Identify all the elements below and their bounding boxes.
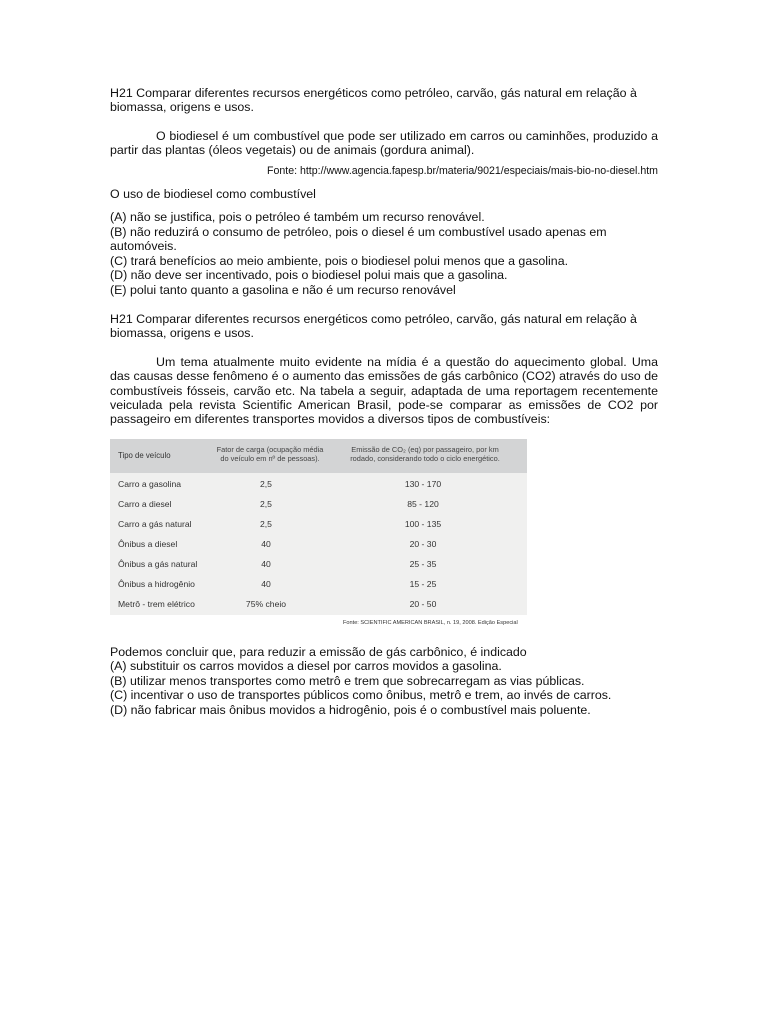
table-row-7-emission: 20 - 50 <box>409 599 437 609</box>
q1-stem: O uso de biodiesel como combustível <box>110 187 316 202</box>
q1-option-d: (D) não deve ser incentivado, pois o biodiesel polui mais que a gasolina. <box>110 268 508 283</box>
q1-source: Fonte: http://www.agencia.fapesp.br/materia/9021/especiais/mais-bio-no-diesel.htm <box>267 164 658 177</box>
q1-skill-text: H21 Comparar diferentes recursos energéticos como petróleo, carvão, gás natural em relação à biomassa, origens e usos. <box>110 86 637 115</box>
table-row-4-load: 40 <box>261 539 271 549</box>
q2-option-d: (D) não fabricar mais ônibus movidos a hidrogênio, pois é o combustível mais poluente. <box>110 702 591 717</box>
table-row-2-load: 2,5 <box>260 499 272 509</box>
q1-paragraph: O biodiesel é um combustível que pode ser utilizado em carros ou caminhões, produzido a partir das plantas (óleos vegetais) ou de animais (gordura animal). <box>110 128 658 158</box>
table-row-5-emission: 25 - 35 <box>409 559 437 569</box>
table-row-1-type: Carro a gasolina <box>118 479 182 489</box>
emissions-table <box>110 439 527 615</box>
table-header-vehicle: Tipo de veículo <box>118 451 171 460</box>
q2-stem: Podemos concluir que, para reduzir a emissão de gás carbônico, é indicado <box>110 645 527 659</box>
table-row-3-type: Carro a gás natural <box>118 519 192 529</box>
table-row-6-type: Ônibus a hidrogênio <box>118 579 195 589</box>
table-source: Fonte: SCIENTIFIC AMERICAN BRASIL, n. 19, 2008. Edição Especial <box>343 620 518 626</box>
table-row-4-type: Ônibus a diesel <box>118 539 178 549</box>
q2-skill-text: H21 Comparar diferentes recursos energéticos como petróleo, carvão, gás natural em relação à biomassa, origens e usos. <box>110 311 637 341</box>
q2-paragraph: Um tema atualmente muito evidente na mídia é a questão do aquecimento global. Uma das causas desse fenômeno é o aumento das emissões de gás carbônico (CO2) através do uso de combustíveis fósseis, carvão etc. Na tabela a seguir, adaptada de uma reportagem recentemente veiculada pela revista Scientific American Brasil, pode-se comparar as emissões de CO2 por passageiro em diferentes transportes movidos a diversos tipos de combustíveis: <box>110 354 658 427</box>
table-row-6-emission: 15 - 25 <box>409 579 437 589</box>
table-row-3-emission: 100 - 135 <box>404 519 442 529</box>
table-row-6-load: 40 <box>261 579 271 589</box>
table-row-1-load: 2,5 <box>260 479 272 489</box>
q1-option-e: (E) polui tanto quanto a gasolina e não é um recurso renovável <box>110 283 456 298</box>
table-header-load: Fator de carga (ocupação média do veículo em nº de pessoas). <box>216 445 324 463</box>
q1-option-b: (B) não reduzirá o consumo de petróleo, pois o diesel é um combustível usado apenas em automóveis. <box>110 224 607 254</box>
table-row-2-emission: 85 - 120 <box>407 499 439 509</box>
table-row-2-type: Carro a diesel <box>118 499 172 509</box>
question-2-options <box>110 645 658 717</box>
table-row-7-load: 75% cheio <box>245 599 287 609</box>
table-row-5-load: 40 <box>261 559 271 569</box>
question-1 <box>110 86 658 427</box>
table-row-4-emission: 20 - 30 <box>409 539 437 549</box>
table-row-5-type: Ônibus a gás natural <box>118 559 198 569</box>
table-row-1-emission: 130 - 170 <box>404 479 442 489</box>
q2-option-b: (B) utilizar menos transportes como metrô e trem que sobrecarregam as vias públicas. <box>110 673 585 688</box>
q1-option-a: (A) não se justifica, pois o petróleo é também um recurso renovável. <box>110 210 485 225</box>
table-row-7-type: Metrô - trem elétrico <box>118 599 195 609</box>
q2-option-c: (C) incentivar o uso de transportes públicos como ônibus, metrô e trem, ao invés de carros. <box>110 688 612 703</box>
q2-option-a: (A) substituir os carros movidos a diesel por carros movidos a gasolina. <box>110 659 502 674</box>
q1-option-c: (C) trará benefícios ao meio ambiente, pois o biodiesel polui menos que a gasolina. <box>110 253 569 268</box>
table-header-emission: Emissão de CO₂ (eq) por passageiro, por km rodado, considerando todo o ciclo energético. <box>350 445 500 463</box>
table-row-3-load: 2,5 <box>260 519 272 529</box>
